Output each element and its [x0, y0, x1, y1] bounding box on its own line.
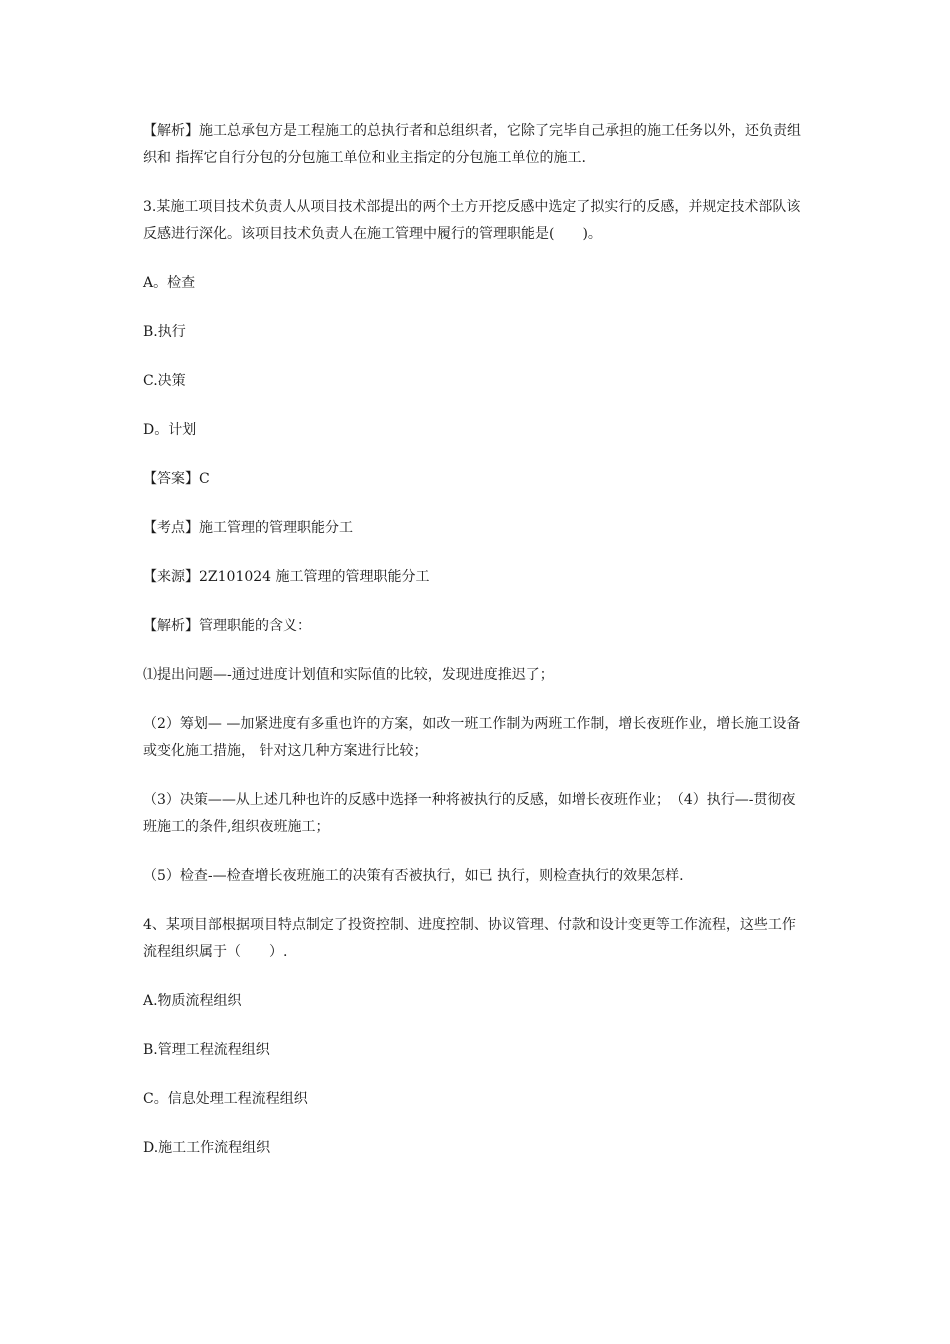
answer: 【答案】C	[143, 471, 210, 487]
q4-option-d: D.施工工作流程组织	[143, 1140, 271, 1156]
source: 【来源】2Z101024 施工管理的管理职能分工	[143, 569, 430, 585]
option-a: A。检查	[143, 275, 196, 291]
analysis-paragraph-1: 【解析】施工总承包方是工程施工的总执行者和总组织者，它除了完毕自己承担的施工任务以外，还负责组织和 指挥它自行分包的分包施工单位和业主指定的分包施工单位的施工.	[143, 123, 801, 166]
document-page	[143, 118, 808, 1162]
analysis-heading: 【解析】管理职能的含义：	[143, 618, 311, 634]
question-3: 3.某施工项目技术负责人从项目技术部提出的两个土方开挖反感中选定了拟实行的反感，并规定技术部队该反感进行深化。该项目技术负责人在施工管理中履行的管理职能是( )。	[143, 199, 801, 242]
q4-option-a: A.物质流程组织	[143, 993, 242, 1009]
key-point: 【考点】施工管理的管理职能分工	[143, 520, 353, 536]
option-b: B.执行	[143, 324, 186, 340]
analysis-item-5: （5）检查-—检查增长夜班施工的决策有否被执行，如已 执行，则检查执行的效果怎样.	[143, 868, 684, 884]
q4-option-c: C。信息处理工程流程组织	[143, 1091, 308, 1107]
option-c: C.决策	[143, 373, 186, 389]
question-4: 4、某项目部根据项目特点制定了投资控制、进度控制、协议管理、付款和设计变更等工作流程，这些工作流程组织属于（ ）.	[143, 917, 796, 960]
analysis-item-3-4: （3）决策——从上述几种也许的反感中选择一种将被执行的反感，如增长夜班作业； （4）执行—-贯彻夜班施工的条件,组织夜班施工；	[143, 792, 796, 835]
analysis-item-1: ⑴提出问题—-通过进度计划值和实际值的比较，发现进度推迟了；	[143, 667, 554, 683]
q4-option-b: B.管理工程流程组织	[143, 1042, 270, 1058]
option-d: D。计划	[143, 422, 197, 438]
analysis-item-2: （2）筹划— —加紧进度有多重也许的方案，如改一班工作制为两班工作制，增长夜班作业，增长施工设备或变化施工措施， 针对这几种方案进行比较；	[143, 716, 801, 759]
